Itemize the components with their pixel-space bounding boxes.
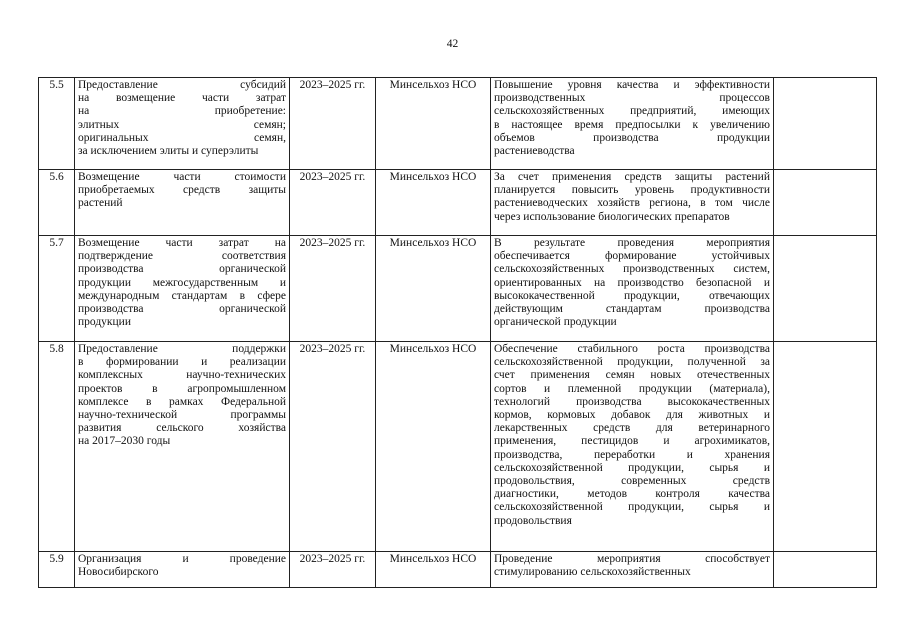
expected-result — [491, 342, 774, 552]
cell-line: на приобретение: — [78, 105, 286, 118]
expected-result — [491, 236, 774, 342]
row-number: 5.5 — [39, 78, 75, 170]
cell-line: в формировании и реализации — [78, 356, 286, 369]
cell-line: научно-технической программы — [78, 409, 286, 422]
cell-line: продукции межгосударственным и — [78, 276, 286, 289]
cell-line: сельскохозяйственной продукции, сырья и — [494, 461, 770, 474]
cell-line: Возмещение части стоимости — [78, 171, 286, 183]
cell-line: органической продукции — [494, 316, 617, 329]
implementation-term: 2023–2025 гг. — [290, 170, 376, 236]
cell-line: элитных семян; — [78, 118, 286, 131]
cell-line: продовольствия, современных средств — [494, 475, 770, 488]
measure-name — [75, 78, 290, 170]
table-row — [39, 236, 877, 342]
cell-line: продовольствия — [494, 514, 572, 527]
cell-line: через использование биологических препаратов — [494, 210, 730, 223]
cell-line: Новосибирского — [78, 566, 159, 579]
table-row — [39, 552, 877, 588]
executor: Минсельхоз НСО — [376, 552, 491, 588]
cell-line: сельскохозяйственной продукции, полученной за — [494, 356, 770, 369]
cell-line: действующим стандартам производства — [494, 303, 770, 316]
page-number: 42 — [446, 38, 459, 50]
cell-line: планируется повысить уровень продуктивности — [494, 184, 770, 197]
cell-line: растениеводческих хозяйств региона, в том числе — [494, 197, 770, 210]
cell-line: производства органической — [78, 303, 286, 316]
executor: Минсельхоз НСО — [376, 78, 491, 170]
cell-line: Предоставление поддержки — [78, 343, 286, 355]
cell-line: сортов и племенной продукции (материала), — [494, 382, 770, 395]
cell-line: растений — [78, 197, 123, 210]
executor: Минсельхоз НСО — [376, 236, 491, 342]
cell-line: на возмещение части затрат — [78, 92, 286, 105]
cell-line: В результате проведения мероприятия — [494, 237, 770, 249]
table-body — [39, 78, 877, 588]
cell-line: сельскохозяйственных производственных систем, — [494, 263, 770, 276]
implementation-term: 2023–2025 гг. — [290, 342, 376, 552]
measure-name — [75, 170, 290, 236]
cell-line: счет применения семян новых отечественных — [494, 369, 770, 382]
cell-line: производства органической — [78, 263, 286, 276]
cell-line: производственных процессов — [494, 92, 770, 105]
cell-line: производства, переработки и хранения — [494, 448, 770, 461]
note-cell — [774, 342, 877, 552]
cell-line: Предоставление субсидий — [78, 79, 286, 91]
measures-table — [38, 77, 877, 588]
row-number: 5.7 — [39, 236, 75, 342]
cell-line: кормов, кормовых добавок для животных и — [494, 409, 770, 422]
table-row — [39, 342, 877, 552]
executor: Минсельхоз НСО — [376, 342, 491, 552]
cell-line: Возмещение части затрат на — [78, 237, 286, 249]
cell-line: технологий производства высококачественных — [494, 395, 770, 408]
cell-line: развития сельского хозяйства — [78, 422, 286, 435]
cell-line: оригинальных семян, — [78, 131, 286, 144]
cell-line: комплексе в рамках Федеральной — [78, 395, 286, 408]
cell-line: сельскохозяйственной продукции, сырья и — [494, 501, 770, 514]
cell-line: За счет применения средств защиты растений — [494, 171, 770, 183]
cell-line: стимулированию сельскохозяйственных — [494, 566, 691, 579]
cell-line: международным стандартам в сфере — [78, 289, 286, 302]
note-cell — [774, 170, 877, 236]
measure-name — [75, 236, 290, 342]
cell-line: применения, пестицидов и агрохимикатов, — [494, 435, 770, 448]
row-number: 5.9 — [39, 552, 75, 588]
cell-line: в настоящее время предпосылки к увеличению — [494, 118, 770, 131]
row-number: 5.6 — [39, 170, 75, 236]
table-row — [39, 78, 877, 170]
cell-line: за исключением элиты и суперэлиты — [78, 145, 259, 158]
measure-name — [75, 342, 290, 552]
cell-line: ориентированных на производство безопасной и — [494, 276, 770, 289]
row-number: 5.8 — [39, 342, 75, 552]
cell-line: обеспечивается формирование устойчивых — [494, 250, 770, 263]
implementation-term: 2023–2025 гг. — [290, 236, 376, 342]
cell-line: продукции — [78, 316, 131, 329]
expected-result — [491, 78, 774, 170]
cell-line: проектов в агропромышленном — [78, 382, 286, 395]
cell-line: объемов производства продукции — [494, 131, 770, 144]
table-row — [39, 170, 877, 236]
cell-line: на 2017–2030 годы — [78, 435, 171, 448]
note-cell — [774, 552, 877, 588]
implementation-term: 2023–2025 гг. — [290, 78, 376, 170]
cell-line: Обеспечение стабильного роста производства — [494, 343, 770, 355]
cell-line: подтверждение соответствия — [78, 250, 286, 263]
expected-result — [491, 170, 774, 236]
cell-line: лекарственных средств для ветеринарного — [494, 422, 770, 435]
cell-line: Организация и проведение — [78, 553, 286, 565]
executor: Минсельхоз НСО — [376, 170, 491, 236]
cell-line: Проведение мероприятия способствует — [494, 553, 770, 565]
measure-name — [75, 552, 290, 588]
note-cell — [774, 78, 877, 170]
cell-line: приобретаемых средств защиты — [78, 184, 286, 197]
cell-line: Повышение уровня качества и эффективности — [494, 79, 770, 91]
note-cell — [774, 236, 877, 342]
expected-result — [491, 552, 774, 588]
cell-line: сельскохозяйственных предприятий, имеющих — [494, 105, 770, 118]
cell-line: комплексных научно-технических — [78, 369, 286, 382]
cell-line: растениеводства — [494, 145, 575, 158]
cell-line: высококачественной продукции, отвечающих — [494, 289, 770, 302]
cell-line: диагностики, методов контроля качества — [494, 488, 770, 501]
implementation-term: 2023–2025 гг. — [290, 552, 376, 588]
